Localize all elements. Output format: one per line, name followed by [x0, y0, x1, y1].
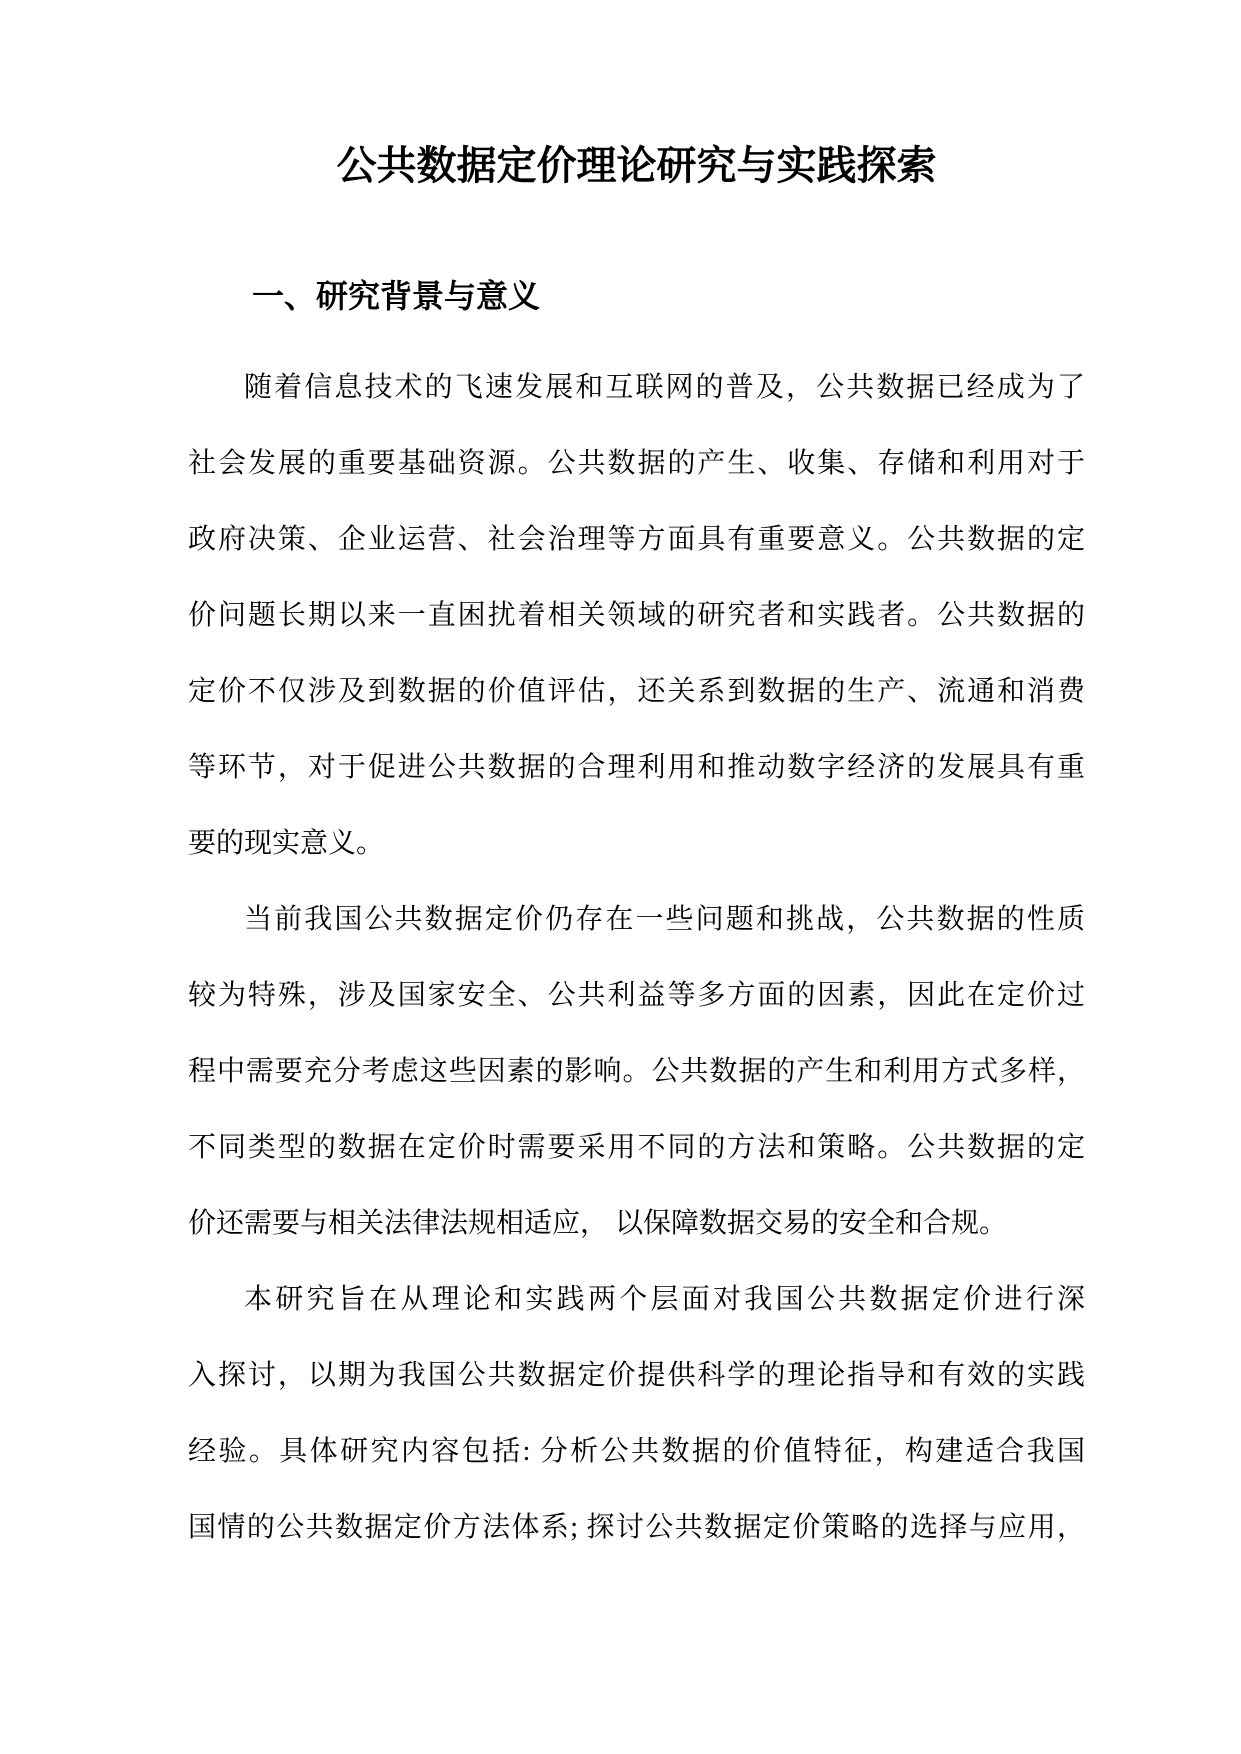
body-text: [188, 350, 1085, 1566]
paragraph-3: [188, 1262, 1085, 1566]
text-line: 社会发展的重要基础资源。公共数据的产生、收集、存储和利用对于: [188, 448, 1085, 479]
text-line: 政府决策、企业运营、社会治理等方面具有重要意义。公共数据的定: [188, 524, 1085, 555]
paragraph-1: [188, 350, 1085, 882]
text-line: 本研究旨在从理论和实践两个层面对我国公共数据定价进行深: [244, 1284, 1085, 1315]
text-line: 随着信息技术的飞速发展和互联网的普及，公共数据已经成为了: [244, 372, 1085, 403]
section-heading: 一、研究背景与意义: [252, 278, 541, 314]
text-line: 当前我国公共数据定价仍存在一些问题和挑战，公共数据的性质: [244, 904, 1085, 935]
text-line: 要的现实意义。: [188, 828, 385, 859]
text-line: 国情的公共数据定价方法体系; 探讨公共数据定价策略的选择与应用，: [188, 1512, 1085, 1543]
text-line: 经验。具体研究内容包括: 分析公共数据的价值特征，构建适合我国: [188, 1436, 1085, 1467]
text-line: 价问题长期以来一直困扰着相关领域的研究者和实践者。公共数据的: [188, 600, 1085, 631]
text-line: 较为特殊，涉及国家安全、公共利益等多方面的因素，因此在定价过: [188, 980, 1085, 1011]
text-line: 等环节，对于促进公共数据的合理利用和推动数字经济的发展具有重: [188, 752, 1085, 783]
text-line: 价还需要与相关法律法规相适应， 以保障数据交易的安全和合规。: [188, 1208, 1008, 1239]
text-line: 程中需要充分考虑这些因素的影响。公共数据的产生和利用方式多样，: [188, 1056, 1085, 1087]
text-line: 入探讨，以期为我国公共数据定价提供科学的理论指导和有效的实践: [188, 1360, 1085, 1391]
document-title: 公共数据定价理论研究与实践探索: [336, 144, 937, 188]
paragraph-2: [188, 882, 1085, 1262]
document-content: [188, 0, 1085, 1566]
text-line: 定价不仅涉及到数据的价值评估，还关系到数据的生产、流通和消费: [188, 676, 1085, 707]
text-line: 不同类型的数据在定价时需要采用不同的方法和策略。公共数据的定: [188, 1132, 1085, 1163]
